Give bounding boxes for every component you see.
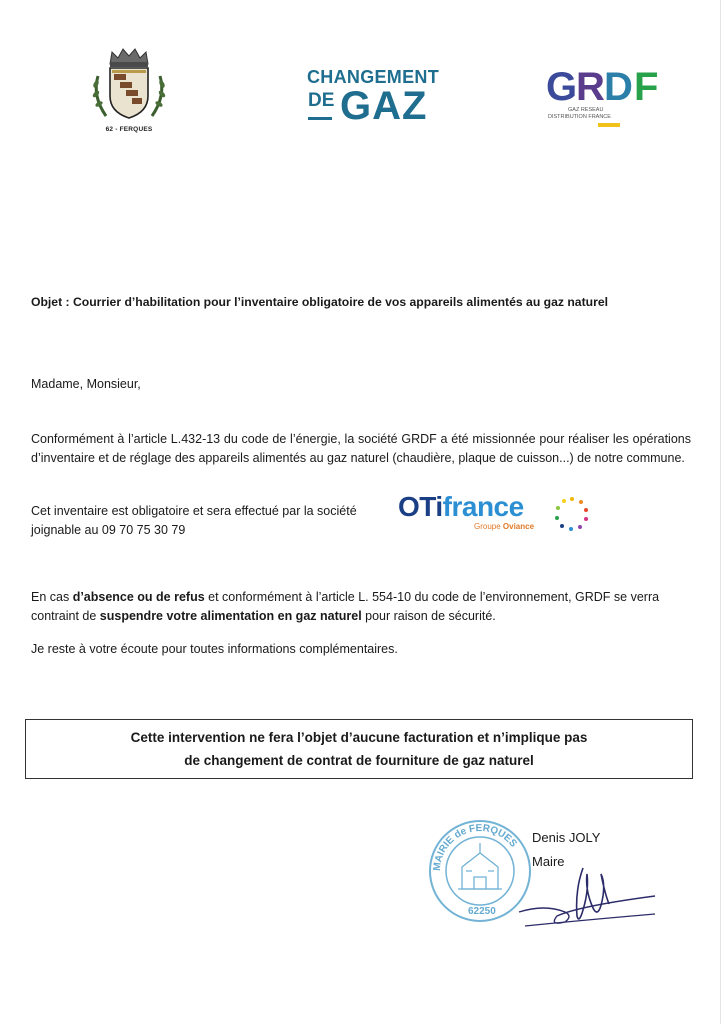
para3-part-c: et conformément à l’article L. 554-10 du code de l’environnement, GRDF se verra contraint de	[31, 590, 660, 623]
oti-wordmark	[398, 493, 524, 521]
stamp-top-textpath: MAIRIE de FERQUES	[431, 822, 519, 872]
oti-dot-ring-icon	[553, 495, 591, 533]
notice-line2: de changement de contrat de fourniture de gaz naturel	[184, 753, 534, 768]
letter-salutation: Madame, Monsieur,	[31, 377, 141, 391]
letter-subject: Objet : Courrier d’habilitation pour l’inventaire obligatoire de vos appareils alimentés au gaz naturel	[31, 295, 608, 309]
svg-text:F: F	[634, 65, 659, 106]
letter-paragraph-1: Conformément à l’article L.432-13 du code de l’énergie, la société GRDF a été missionnée pour réaliser les opérations d’inventaire et de réglage des appareils alimentés au gaz naturel (chaudière, plaque de cuisson...) de notre commune.	[31, 432, 691, 465]
ferques-caption: 62 - FERQUES	[105, 126, 153, 133]
para2-line2: joignable au 09 70 75 30 79	[31, 523, 186, 537]
letter-paragraph-2	[31, 502, 391, 540]
oti-word-ot: OTi	[398, 491, 443, 522]
para3-absence-refus: d’absence ou de refus	[72, 590, 205, 604]
grdf-sub-line1: GAZ RESEAU	[568, 107, 604, 113]
para3-part-e: pour raison de sécurité.	[361, 609, 496, 623]
cdg-line1: CHANGEMENT	[307, 67, 439, 87]
handwritten-signature	[505, 860, 665, 940]
cdg-gaz: GAZ	[340, 84, 428, 128]
ferques-coat-of-arms-logo	[86, 46, 172, 138]
cdg-de: DE	[308, 90, 335, 111]
para2-line1: Cet inventaire est obligatoire et sera effectué par la société	[31, 504, 357, 518]
notice-line1: Cette intervention ne fera l’objet d’aucune facturation et n’implique pas	[130, 730, 588, 745]
svg-text:R: R	[576, 65, 605, 106]
svg-text:G: G	[546, 65, 578, 106]
letter-paragraph-3	[31, 588, 691, 626]
svg-text:D: D	[604, 65, 633, 106]
oti-groupe	[474, 522, 534, 531]
stamp-code: 62250	[468, 906, 496, 917]
grdf-logo	[546, 62, 676, 137]
free-of-charge-notice	[25, 719, 693, 779]
signatory-name: Denis JOLY	[532, 830, 601, 845]
grdf-wordmark-icon	[546, 62, 676, 106]
para3-part-a: En cas	[31, 590, 73, 604]
oti-word-france: france	[442, 491, 524, 522]
letter-paragraph-4: Je reste à votre écoute pour toutes informations complémentaires.	[31, 642, 398, 656]
grdf-sub-line2: DISTRIBUTION FRANCE	[548, 113, 611, 120]
para3-suspension: suspendre votre alimentation en gaz naturel	[99, 609, 362, 623]
grdf-yellow-bar	[598, 123, 620, 127]
page-edge	[720, 0, 721, 1024]
signatory-role: Maire	[532, 854, 565, 869]
coat-of-arms-icon	[86, 46, 172, 126]
oti-groupe-label: Groupe	[474, 522, 503, 531]
oti-groupe-name: Oviance	[502, 522, 535, 531]
cdg-underline	[308, 117, 332, 120]
grdf-subtitle	[548, 107, 611, 121]
changement-de-gaz-logo	[307, 67, 457, 133]
otifrance-logo	[398, 493, 598, 537]
